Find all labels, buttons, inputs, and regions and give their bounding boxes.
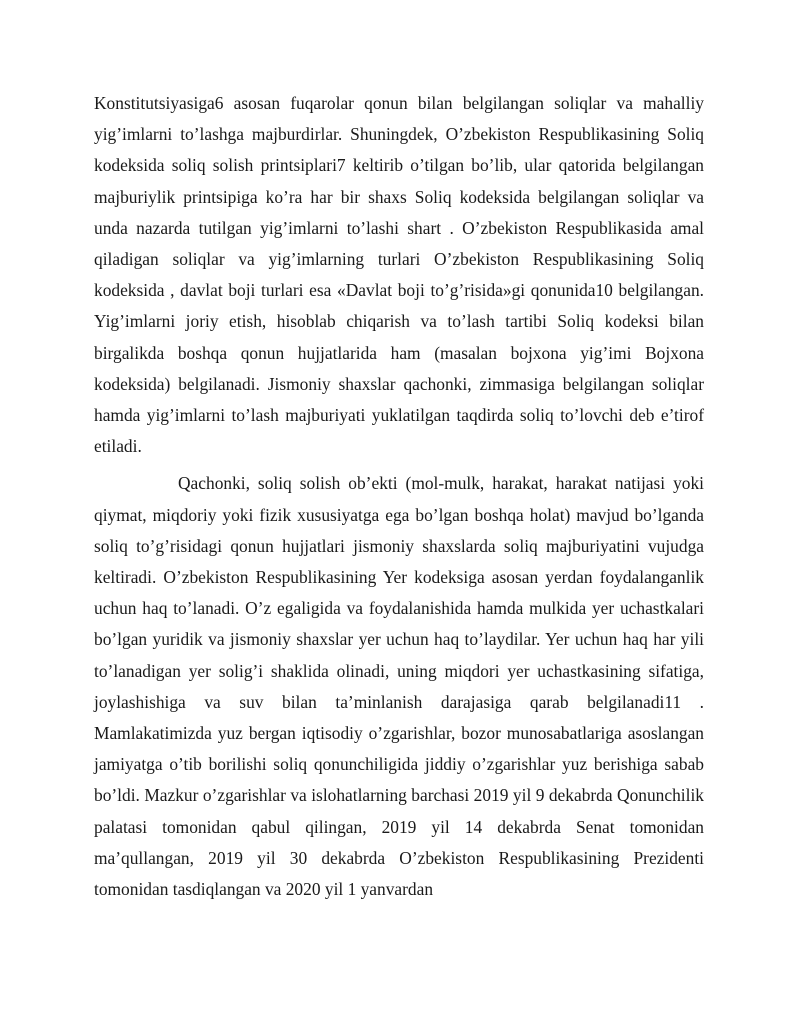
paragraph-2: Qachonki, soliq solish ob’ekti (mol-mulk, harakat, harakat natijasi yoki qiymat, miqdoriy yoki fizik xususiyatga ega bo’lgan boshqa holat) mavjud bo’lganda soliq to’g’risidagi qonun hujjatlari jismoniy shaxslarda soliq majburiyatini vujudga keltiradi. O’zbekiston Respublikasining Yer kodeksiga asosan yerdan foydalanganlik uchun haq to’lanadi. O’z egaligida va foydalanishida hamda mulkida yer uchastkalari bo’lgan yuridik va jismoniy shaxslar yer uchun haq to’laydilar. Yer uchun haq har yili to’lanadigan yer solig’i shaklida olinadi, uning miqdori yer uchastkasining sifatiga, joylashishiga va suv bilan ta’minlanish darajasiga qarab belgilanadi11 . Mamlakatimizda yuz bergan iqtisodiy o’zgarishlar, bozor munosabatlariga asoslangan jamiyatga o’tib borilishi soliq qonunchiligida jiddiy o’zgarishlar yuz berishiga sabab bo’ldi. Mazkur o’zgarishlar va islohatlarning barchasi 2019 yil 9 dekabrda Qonunchilik palatasi tomonidan qabul qilingan, 2019 yil 14 dekabrda Senat tomonidan ma’qullangan, 2019 yil 30 dekabrda O’zbekiston Respublikasining Prezidenti tomonidan tasdiqlangan va 2020 yil 1 yanvardan [94, 473, 704, 900]
paragraph-1: Konstitutsiyasiga6 asosan fuqarolar qonun bilan belgilangan soliqlar va mahalliy yig’imlarni to’lashga majburdirlar. Shuningdek, O’zbekiston Respublikasining Soliq kodeksida soliq solish printsiplari7 keltirib o’tilgan bo’lib, ular qatorida belgilangan majburiylik printsipiga ko’ra har bir shaxs Soliq kodeksida belgilangan soliqlar va unda nazarda tutilgan yig’imlarni to’lashi shart . O’zbekiston Respublikasida amal qiladigan soliqlar va yig’imlarning turlari O’zbekiston Respublikasining Soliq kodeksida , davlat boji turlari esa «Davlat boji to’g’risida»gi qonunida10 belgilangan. Yig’imlarni joriy etish, hisoblab chiqarish va to’lash tartibi Soliq kodeksi bilan birgalikda boshqa qonun hujjatlarida ham (masalan bojxona yig’imi Bojxona kodeksida) belgilanadi. Jismoniy shaxslar qachonki, zimmasiga belgilangan soliqlar hamda yig’imlarni to’lash majburiyati yuklatilgan taqdirda soliq to’lovchi deb e’tirof etiladi. [94, 93, 704, 457]
document-body [94, 88, 704, 905]
